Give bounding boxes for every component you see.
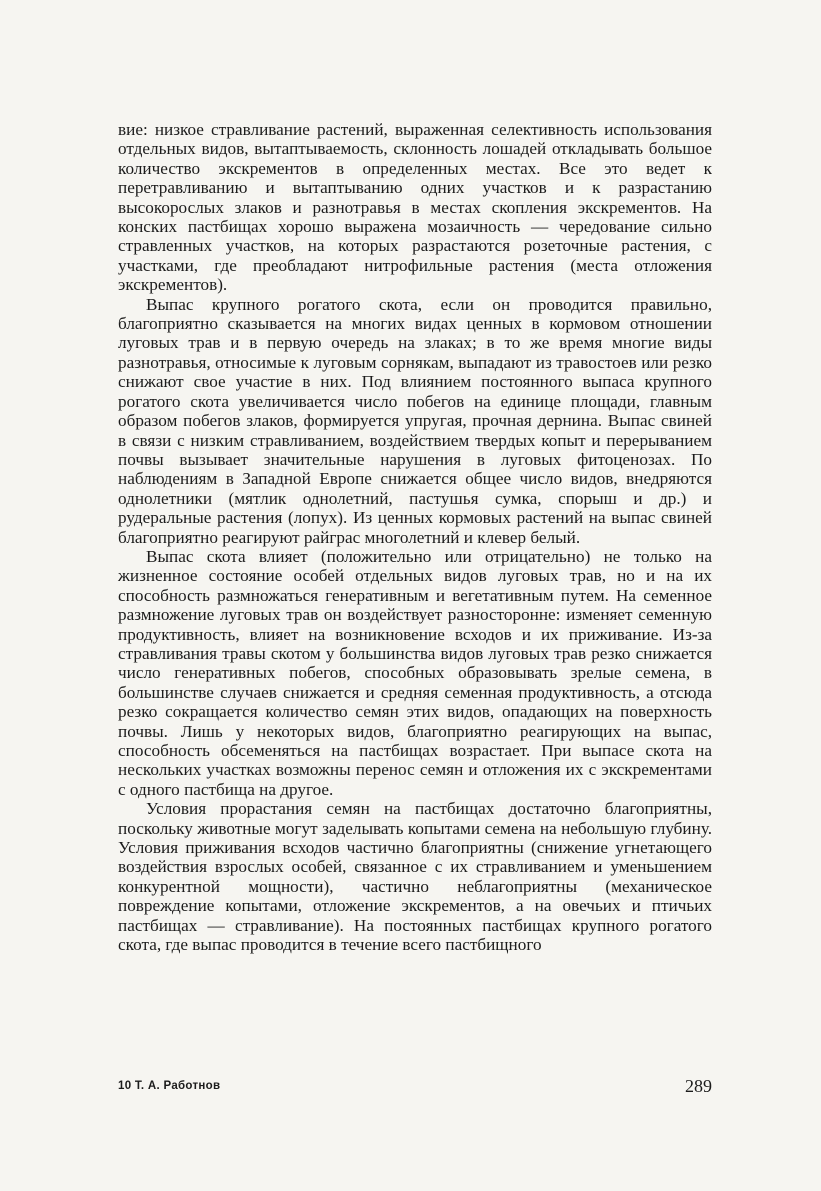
paragraph-germination: Условия прорастания семян на пастбищах достаточно благоприятны, поскольку животные могут заделывать копытами семена на небольшую глубину. Условия приживания всходов частично благоприятны (снижение угнетающего воздействия взрослых особей, связанное с их стравливанием и уменьшением конкурентной мощности), частично неблагоприятны (механическое повреждение копытами, отложение экскрементов, а на овечьих и птичьих пастбищах — стравливание). На постоянных пастбищах крупного рогатого скота, где выпас проводится в течение всего пастбищного xyxy=(118,799,712,955)
paragraph-cattle-grazing: Выпас крупного рогатого скота, если он проводится правильно, благоприятно сказывается на многих видах ценных в кормовом отношении луговых трав и в первую очередь на злаках; в то же время многие виды разнотравья, относимые к луговым сорнякам, выпадают из травостоев или резко снижают свое участие в них. Под влиянием постоянного выпаса крупного рогатого скота увеличивается число побегов на единице площади, главным образом побегов злаков, формируется упругая, прочная дернина. Выпас свиней в связи с низким стравливанием, воздействием твердых копыт и перерыванием почвы вызывает значительные нарушения в луговых фитоценозах. По наблюдениям в Западной Европе снижается общее число видов, внедряются однолетники (мятлик однолетний, пастушья сумка, спорыш и др.) и рудеральные растения (лопух). Из ценных кормовых растений на выпас свиней благоприятно реагируют райграс многолетний и клевер белый. xyxy=(118,294,712,547)
paragraph-reproduction: Выпас скота влияет (положительно или отрицательно) не только на жизненное состояние особей отдельных видов луговых трав, но и на их способность размножаться генеративным и вегетативным путем. На семенное размножение луговых трав он воздействует разносторонне: изменяет семенную продуктивность, влияет на возникновение всходов и их приживание. Из-за стравливания травы скотом у большинства видов луговых трав резко снижается число генеративных побегов, способных образовывать зрелые семена, в большинстве случаев снижается и средняя семенная продуктивность, а отсюда резко сокращается количество семян этих видов, опадающих на поверхность почвы. Лишь у некоторых видов, благоприятно реагирующих на выпас, способность обсеменяться на пастбищах возрастает. При выпасе скота на нескольких участках возможны перенос семян и отложения их с экскрементами с одного пастбища на другое. xyxy=(118,546,712,799)
paragraph-continuation: вие: низкое стравливание растений, выраженная селективность использования отдельных видов, вытаптываемость, склонность лошадей откладывать большое количество экскрементов в определенных местах. Все это ведет к перетравливанию и вытаптыванию одних участков и к разрастанию высокорослых злаков и разнотравья в местах скопления экскрементов. На конских пастбищах хорошо выражена мозаичность — чередование сильно стравленных участков, на которых разрастаются розеточные растения, с участками, где преобладают нитрофильные растения (места отложения экскрементов). xyxy=(118,120,712,295)
page-number: 289 xyxy=(685,1076,712,1096)
page-footer xyxy=(118,1076,712,1100)
page-body xyxy=(118,120,712,954)
printer-signature: 10 Т. А. Работнов xyxy=(118,1080,221,1092)
